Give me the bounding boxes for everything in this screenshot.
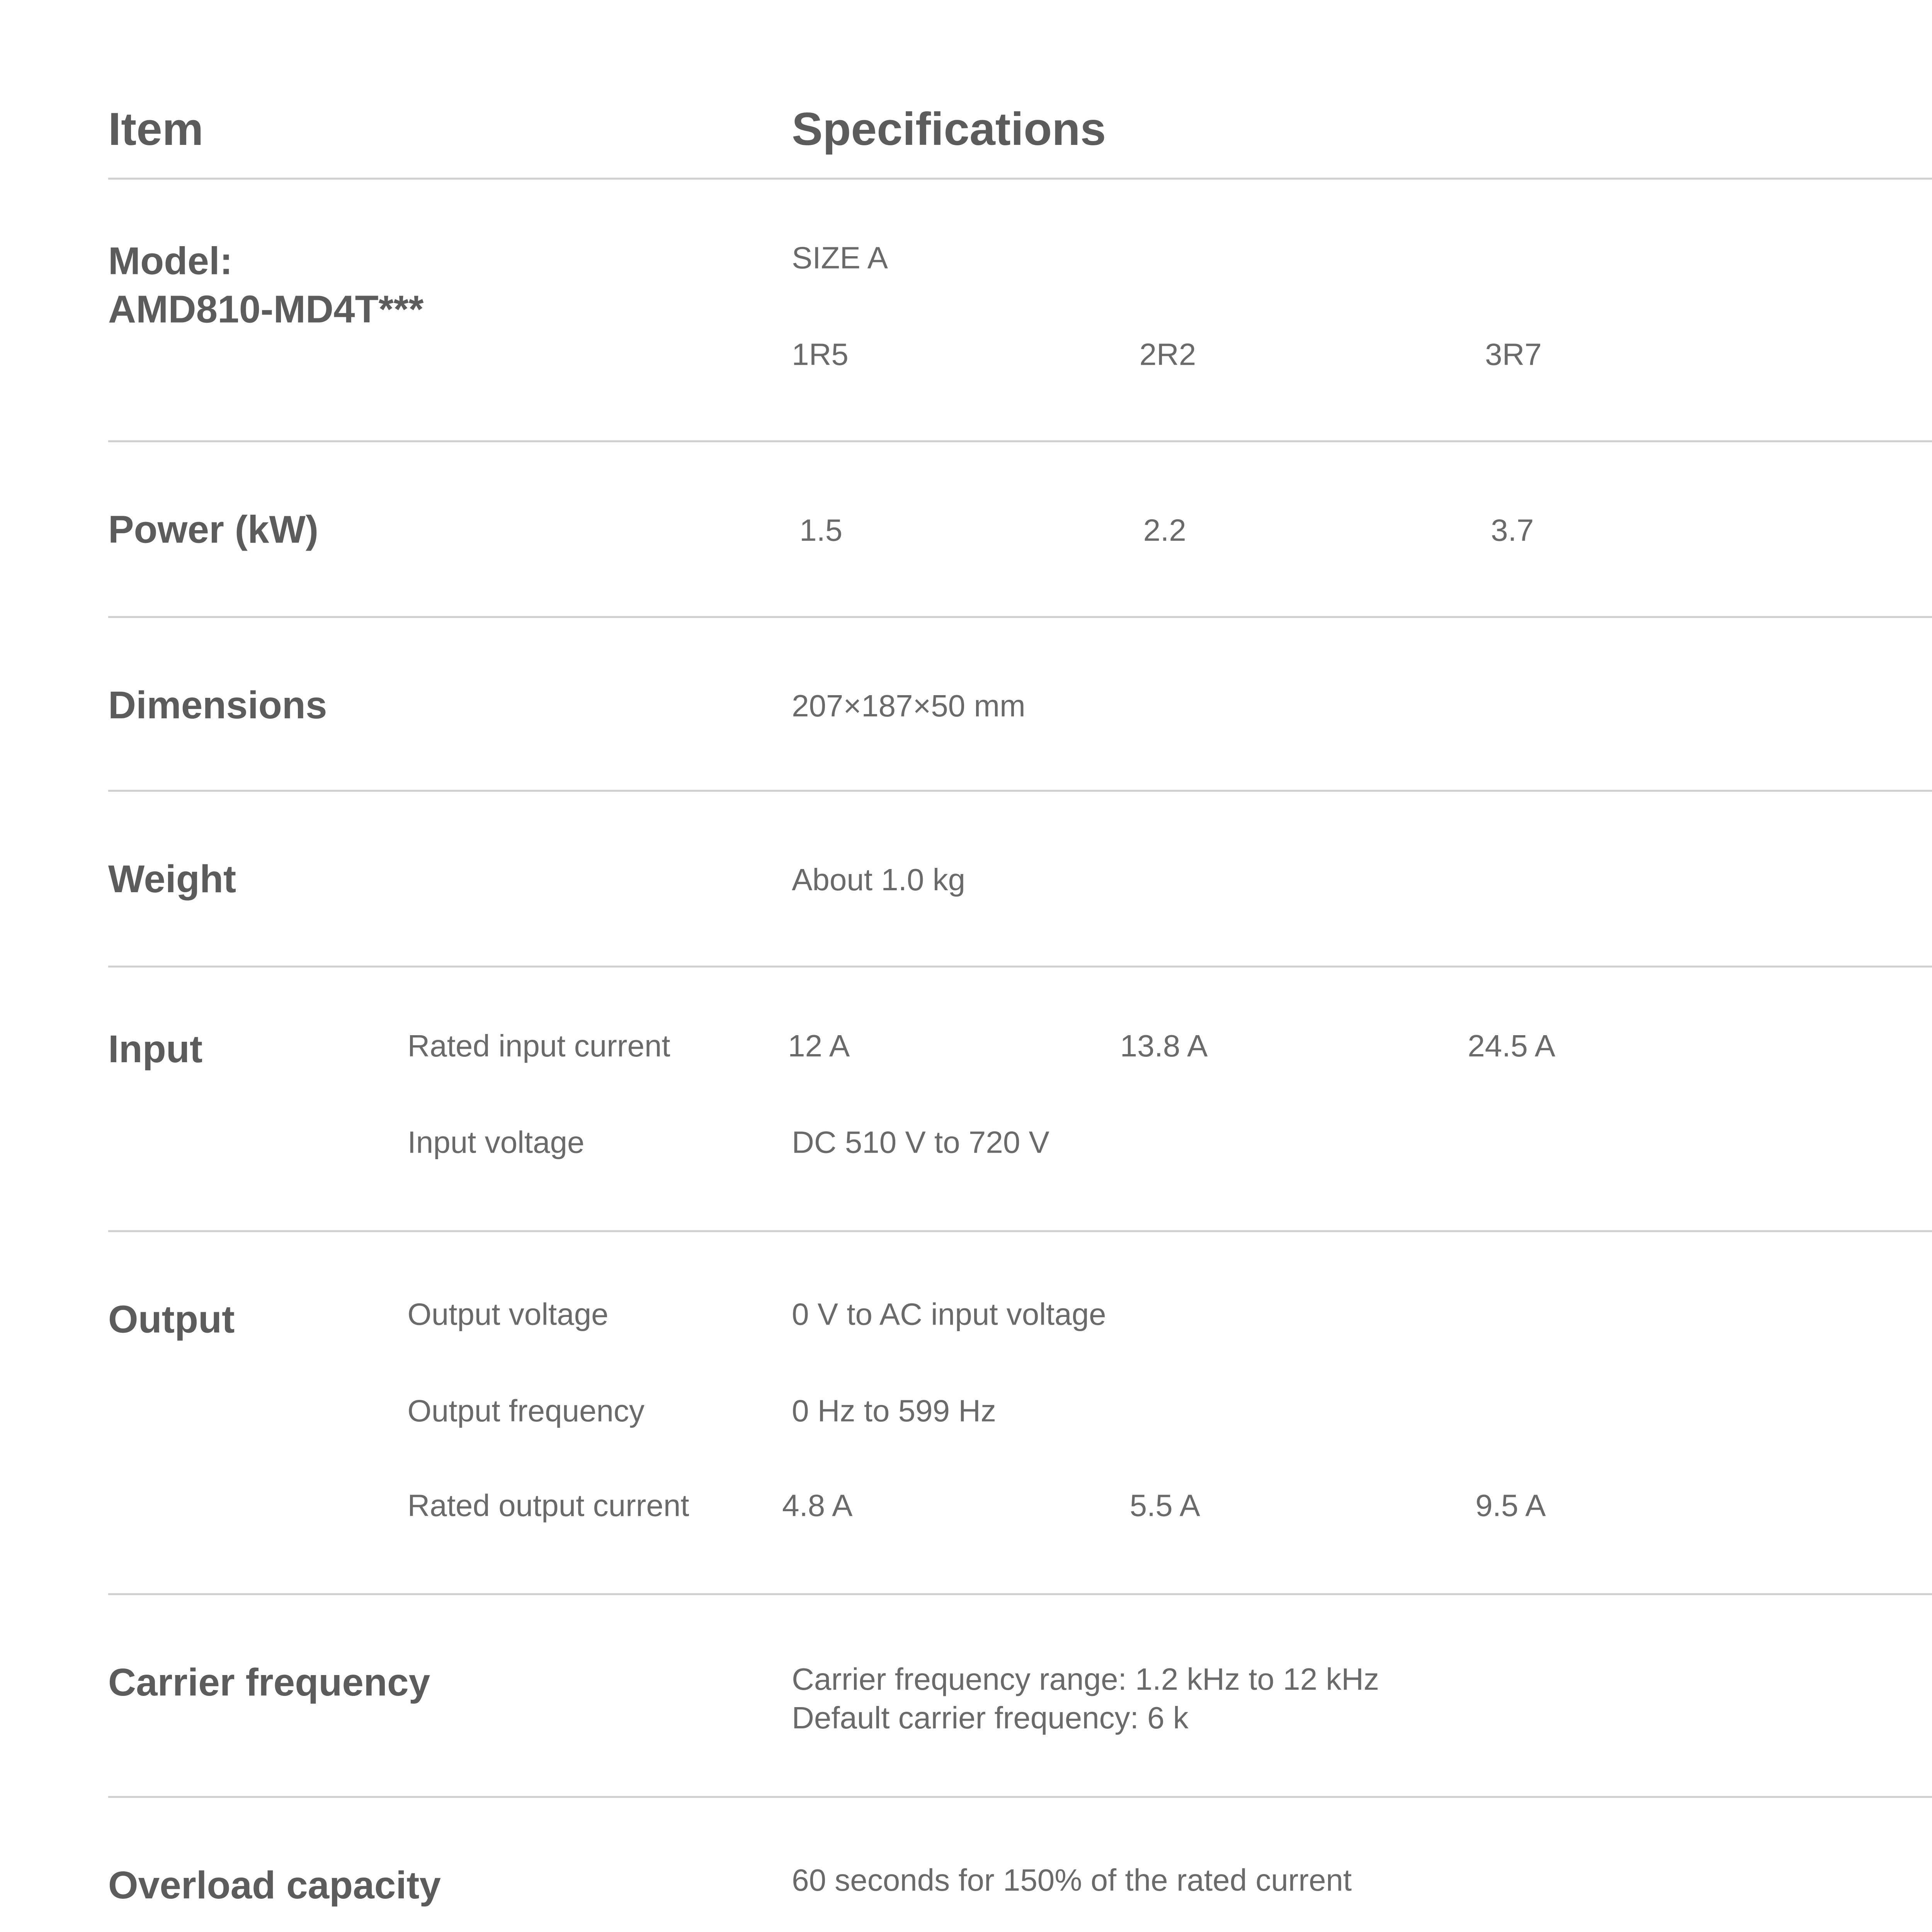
rated-input-current-value: 12 A (788, 1031, 850, 1064)
input-label: Input (108, 1029, 203, 1072)
output-frequency-value: 0 Hz to 599 Hz (792, 1396, 997, 1429)
output-voltage-label: Output voltage (407, 1299, 609, 1333)
divider (108, 178, 1932, 180)
carrier-frequency-default: Default carrier frequency: 6 k (792, 1703, 1189, 1736)
output-voltage-value: 0 V to AC input voltage (792, 1299, 1106, 1333)
divider (108, 966, 1932, 968)
header-specifications: Specifications (792, 104, 1106, 156)
divider (108, 790, 1932, 792)
divider (108, 1796, 1932, 1798)
carrier-frequency-value (792, 1663, 1379, 1740)
power-label: Power (kW) (108, 510, 319, 553)
power-value: 2.2 (1143, 515, 1186, 549)
output-frequency-label: Output frequency (407, 1396, 645, 1429)
input-voltage-value: DC 510 V to 720 V (792, 1128, 1049, 1161)
model-code: 3R7 (1485, 340, 1542, 373)
carrier-frequency-label: Carrier frequency (108, 1663, 430, 1706)
model-label: Model: (108, 241, 233, 284)
overload-capacity-label: Overload capacity (108, 1865, 441, 1908)
model-size: SIZE A (792, 243, 888, 276)
header-item: Item (108, 104, 204, 156)
input-voltage-label: Input voltage (407, 1128, 585, 1161)
rated-output-current-value: 4.8 A (782, 1491, 853, 1524)
divider (108, 440, 1932, 442)
divider (108, 1230, 1932, 1232)
power-value: 3.7 (1491, 515, 1534, 549)
rated-output-current-label: Rated output current (407, 1491, 689, 1524)
dimensions-label: Dimensions (108, 685, 327, 728)
model-code: 2R2 (1139, 340, 1196, 373)
dimensions-value: 207×187×50 mm (792, 691, 1026, 724)
weight-value: About 1.0 kg (792, 865, 966, 898)
model-code: 1R5 (792, 340, 849, 373)
divider (108, 1593, 1932, 1595)
rated-input-current-label: Rated input current (407, 1031, 670, 1064)
rated-input-current-value: 13.8 A (1120, 1031, 1208, 1064)
carrier-frequency-range: Carrier frequency range: 1.2 kHz to 12 kHz (792, 1665, 1379, 1698)
rated-input-current-value: 24.5 A (1468, 1031, 1556, 1064)
weight-label: Weight (108, 859, 236, 902)
output-label: Output (108, 1299, 235, 1342)
rated-output-current-value: 5.5 A (1129, 1491, 1201, 1524)
model-name: AMD810-MD4T*** (108, 289, 424, 332)
power-value: 1.5 (799, 515, 843, 549)
overload-capacity-value: 60 seconds for 150% of the rated current (792, 1865, 1352, 1898)
rated-output-current-value: 9.5 A (1475, 1491, 1546, 1524)
divider (108, 616, 1932, 618)
